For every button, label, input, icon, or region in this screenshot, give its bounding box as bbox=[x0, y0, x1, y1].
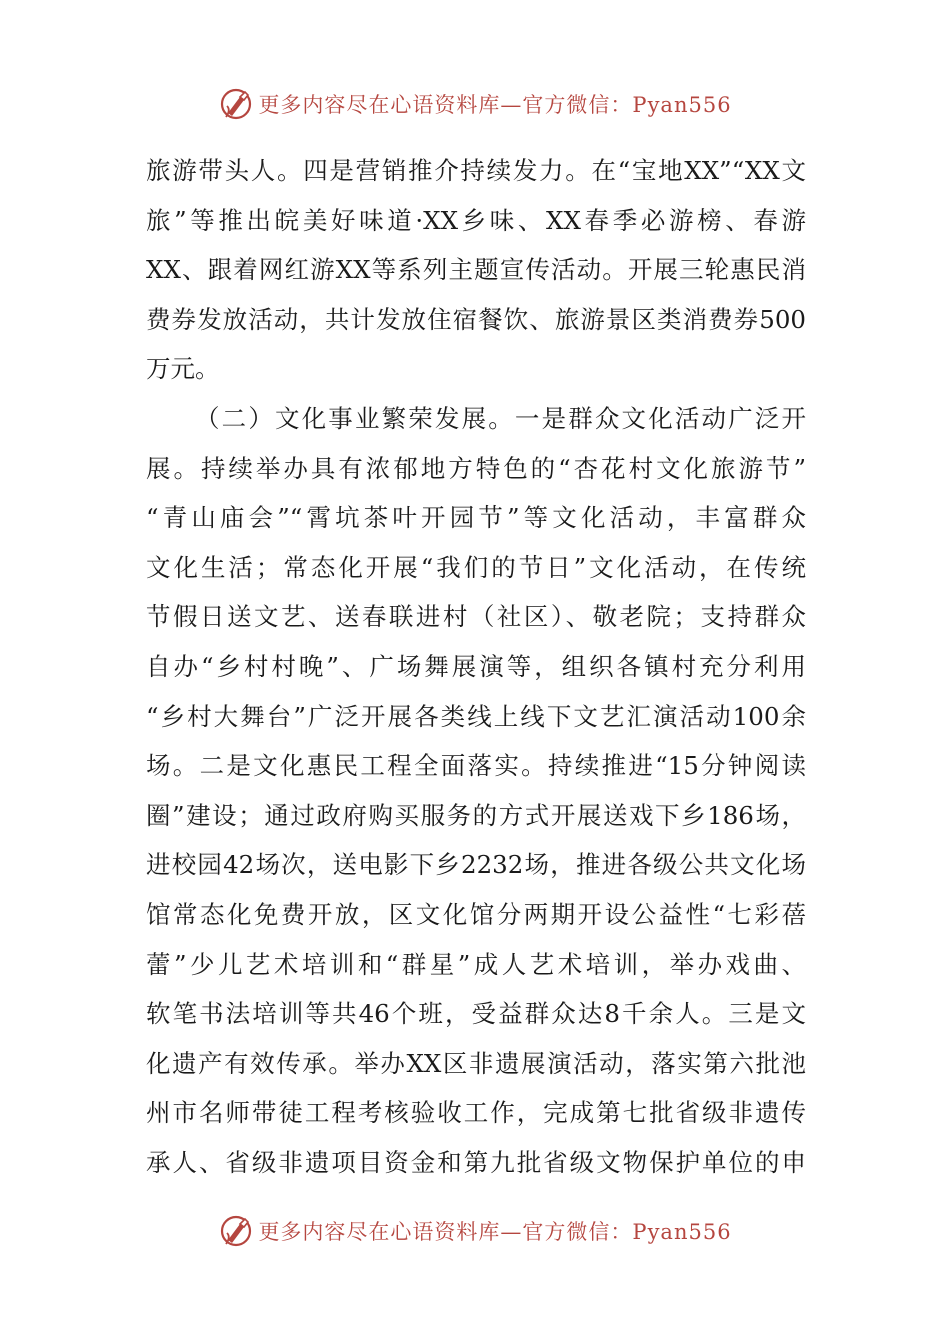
text-line: 化遗产有效传承。举办XX区非遗展演活动，落实第六批池 bbox=[146, 1048, 806, 1078]
paragraph bbox=[146, 394, 806, 1188]
text-line: 费券发放活动，共计发放住宿餐饮、旅游景区类消费券500 bbox=[146, 304, 806, 334]
text-line: XX、跟着网红游XX等系列主题宣传活动。开展三轮惠民消 bbox=[146, 255, 806, 285]
header-watermark-banner bbox=[0, 84, 950, 124]
footer-watermark-banner bbox=[0, 1211, 950, 1251]
text-line: 旅”等推出皖美好味道·XX乡味、XX春季必游榜、春游 bbox=[146, 205, 806, 235]
document-body bbox=[146, 146, 806, 1187]
text-line: 软笔书法培训等共46个班，受益群众达8千余人。三是文 bbox=[146, 999, 806, 1029]
text-line: 承人、省级非遗项目资金和第九批省级文物保护单位的申 bbox=[146, 1147, 806, 1177]
text-line: 圈”建设；通过政府购买服务的方式开展送戏下乡186场， bbox=[146, 800, 806, 830]
text-line: 自办“乡村村晚”、广场舞展演等，组织各镇村充分利用 bbox=[146, 651, 806, 681]
banner-text: 更多内容尽在心语资料库—官方微信：Pyan556 bbox=[258, 1220, 732, 1244]
text-line: 场。二是文化惠民工程全面落实。持续推进“15分钟阅读 bbox=[146, 751, 806, 781]
text-line: 州市名师带徒工程考核验收工作，完成第七批省级非遗传 bbox=[146, 1098, 806, 1128]
text-line: 万元。 bbox=[146, 354, 220, 384]
text-line: 蕾”少儿艺术培训和“群星”成人艺术培训，举办戏曲、 bbox=[146, 949, 806, 979]
text-line: 进校园42场次，送电影下乡2232场，推进各级公共文化场 bbox=[146, 850, 806, 880]
text-line: 旅游带头人。四是营销推介持续发力。在“宝地XX”“XX文 bbox=[146, 156, 806, 185]
text-line: “乡村大舞台”广泛开展各类线上线下文艺汇演活动100余 bbox=[146, 701, 806, 731]
paragraph bbox=[146, 146, 806, 394]
text-line: （二）文化事业繁荣发展。一是群众文化活动广泛开 bbox=[195, 403, 806, 433]
text-line: 展。持续举办具有浓郁地方特色的“杏花村文化旅游节” bbox=[146, 453, 806, 483]
pen-nib-logo-icon bbox=[218, 86, 254, 122]
pen-nib-logo-icon bbox=[218, 1213, 254, 1249]
banner-text: 更多内容尽在心语资料库—官方微信：Pyan556 bbox=[258, 93, 732, 117]
text-line: 馆常态化免费开放，区文化馆分两期开设公益性“七彩蓓 bbox=[146, 899, 806, 929]
text-line: “青山庙会”“霄坑茶叶开园节”等文化活动，丰富群众 bbox=[146, 503, 806, 533]
text-line: 文化生活；常态化开展“我们的节日”文化活动，在传统 bbox=[146, 552, 806, 582]
text-line: 节假日送文艺、送春联进村（社区）、敬老院；支持群众 bbox=[146, 602, 806, 632]
